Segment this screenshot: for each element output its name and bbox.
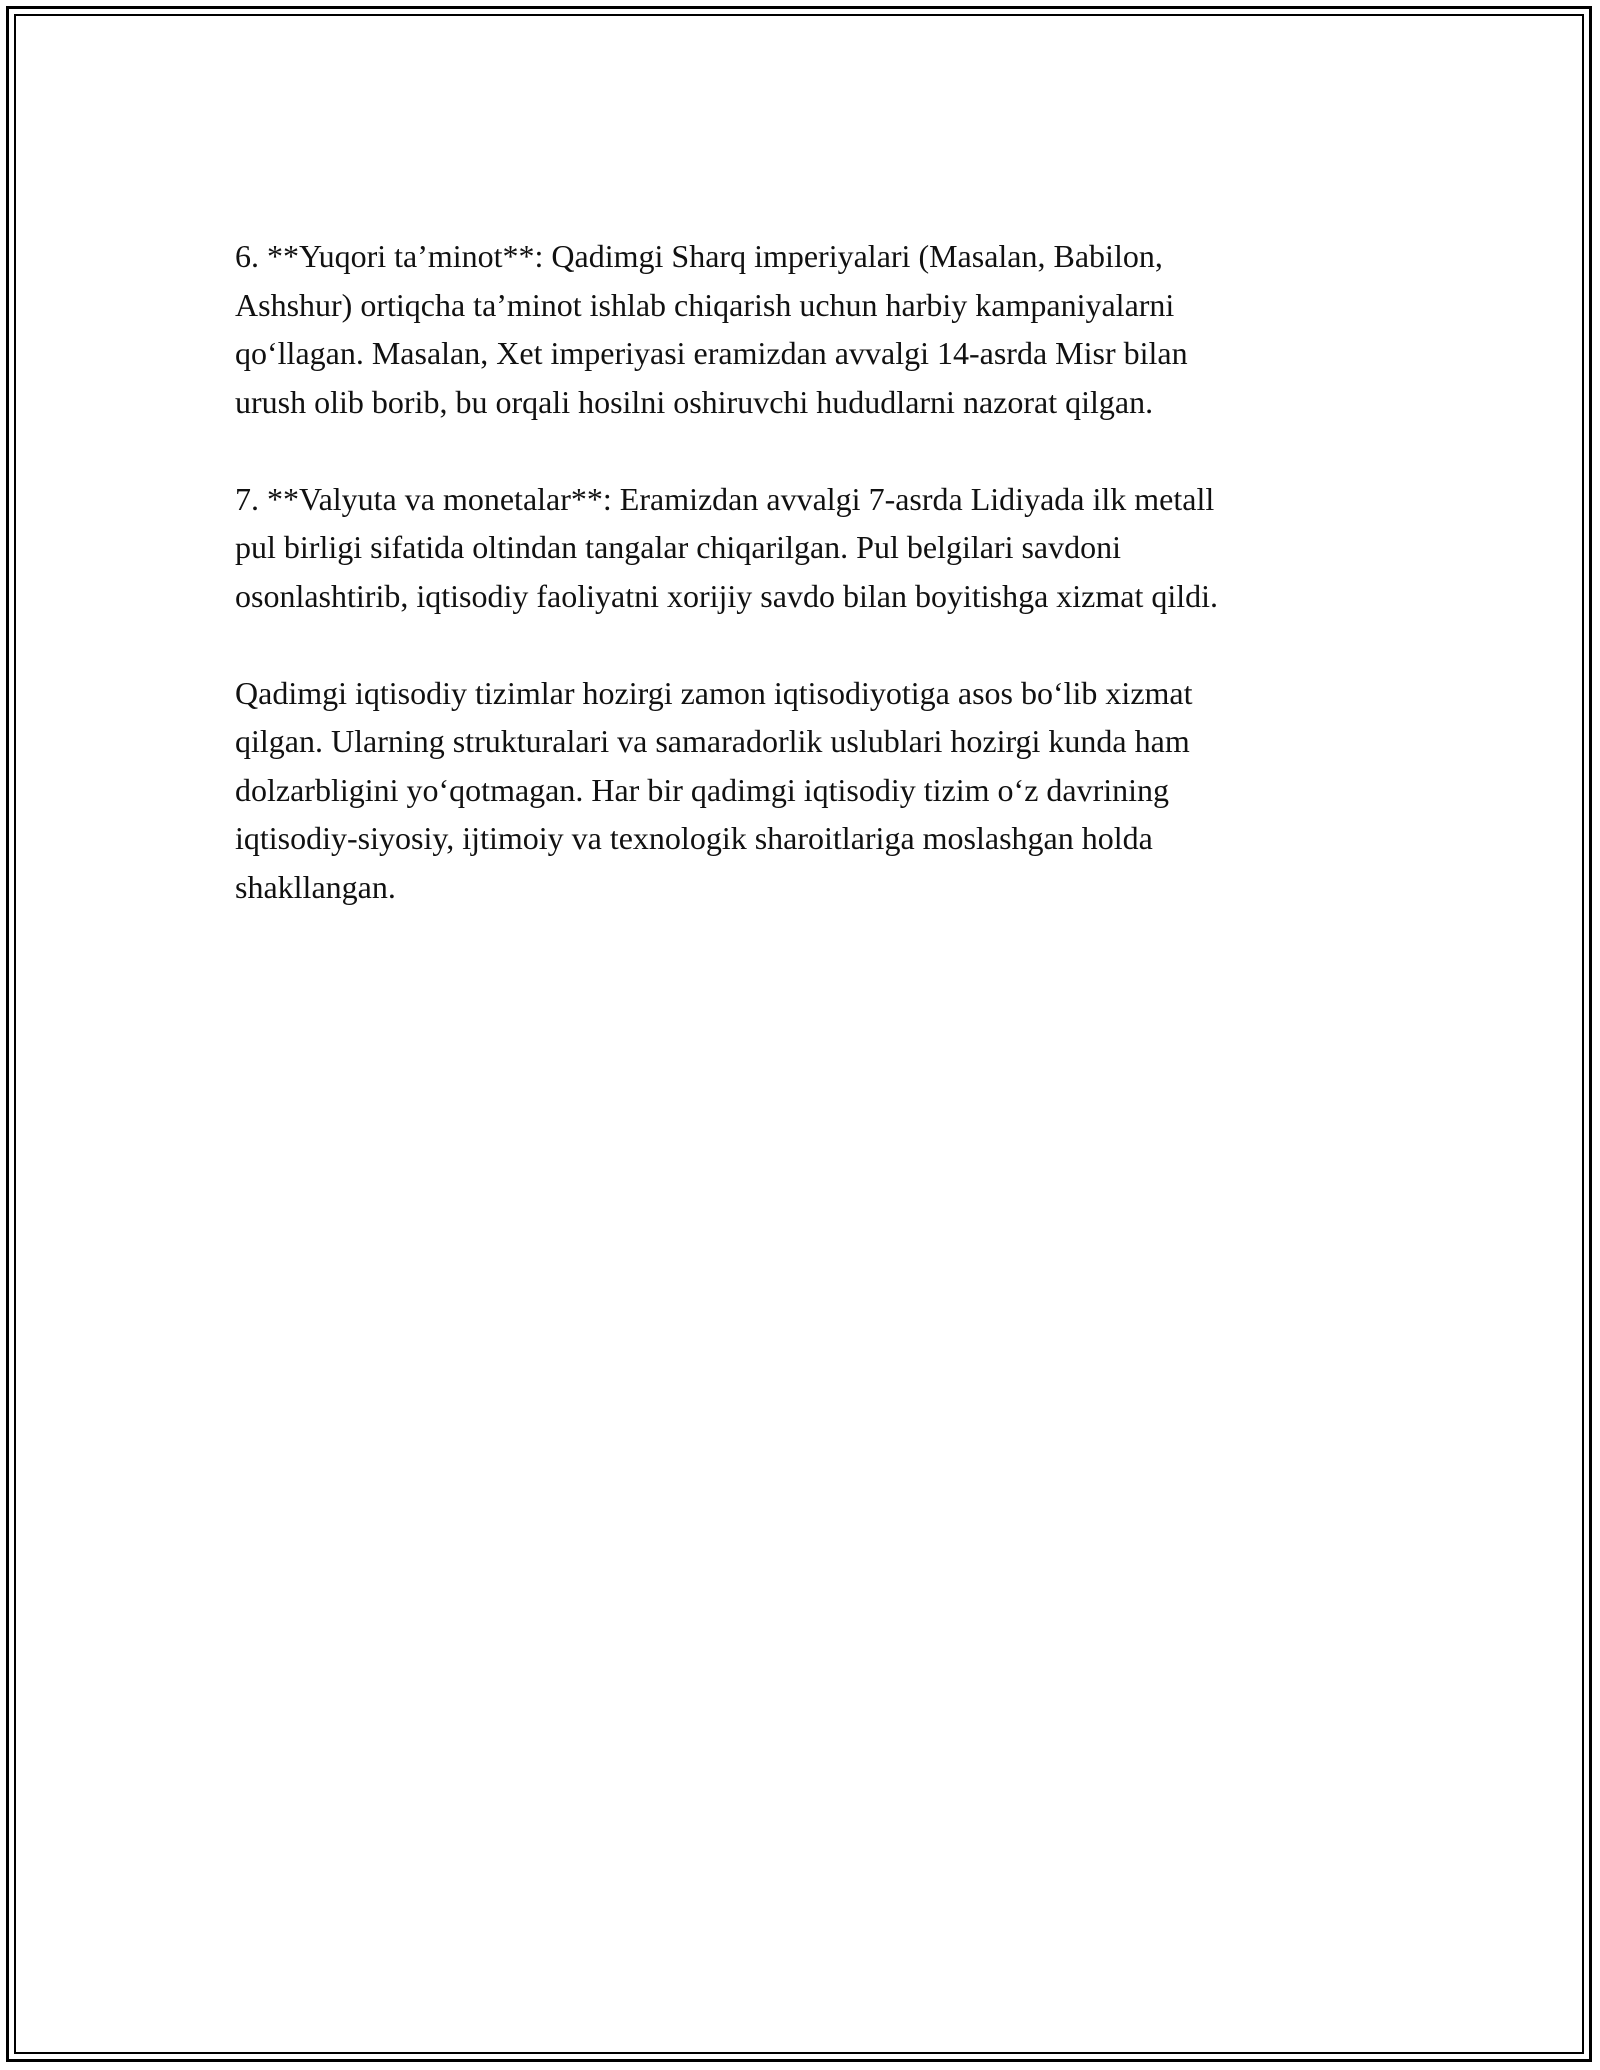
text-line: dolzarbligini yo‘qotmagan. Har bir qadimgi iqtisodiy tizim o‘z davrining — [235, 771, 1170, 808]
paragraph-currency — [235, 475, 1395, 621]
text-line: Qadimgi iqtisodiy tizimlar hozirgi zamon iqtisodiyotiga asos bo‘lib xizmat — [235, 674, 1193, 711]
text-line: qo‘llagan. Masalan, Xet imperiyasi eramizdan avvalgi 14-asrda Misr bilan — [235, 335, 1188, 371]
text-line: Ashshur) ortiqcha ta’minot ishlab chiqarish uchun harbiy kampaniyalarni — [235, 286, 1175, 323]
text-line: 6. **Yuqori ta’minot**: Qadimgi Sharq imperiyalari (Masalan, Babilon, — [235, 238, 1163, 274]
text-line: qilgan. Ularning strukturalari va samaradorlik uslublari hozirgi kunda ham — [235, 723, 1190, 759]
paragraph-conclusion — [235, 669, 1395, 912]
text-line: 7. **Valyuta va monetalar**: Eramizdan avvalgi 7-asrda Lidiyada ilk metall — [235, 480, 1215, 517]
text-line: pul birligi sifatida oltindan tangalar chiqarilgan. Pul belgilari savdoni — [235, 529, 1122, 565]
text-line: urush olib borib, bu orqali hosilni oshiruvchi hududlarni nazorat qilgan. — [235, 383, 1154, 420]
text-line: osonlashtirib, iqtisodiy faoliyatni xorijiy savdo bilan boyitishga xizmat qildi. — [235, 577, 1219, 614]
document-body — [235, 232, 1395, 960]
text-line: shakllangan. — [235, 868, 396, 905]
text-line: iqtisodiy-siyosiy, ijtimoiy va texnologik sharoitlariga moslashgan holda — [235, 820, 1153, 856]
paragraph-supply — [235, 232, 1395, 426]
